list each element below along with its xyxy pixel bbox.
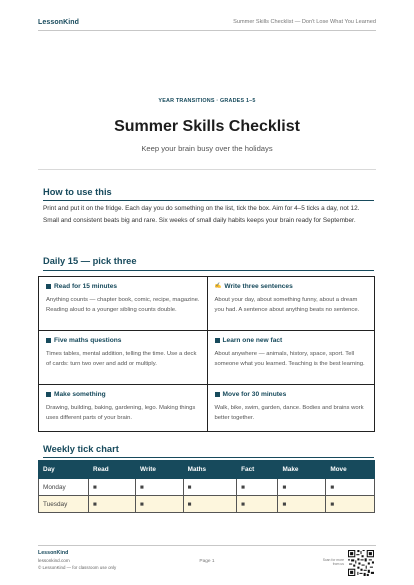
tick-box: ■: [237, 496, 278, 513]
weekly-tick-table: [38, 460, 375, 513]
day-cell: Monday: [39, 479, 89, 496]
activity-desc: Drawing, building, baking, gardening, lego. Making things uses different parts of your brain.: [46, 405, 196, 422]
activity-title: Write three sentences: [224, 282, 293, 290]
square-icon: [215, 338, 220, 343]
tick-box: ■: [183, 479, 236, 496]
tick-box: ■: [183, 496, 236, 513]
activity-fact: [207, 331, 375, 385]
square-icon: [46, 284, 51, 289]
tick-box: ■: [326, 479, 375, 496]
table-row: [39, 479, 375, 496]
tick-box: ■: [278, 496, 326, 513]
day-cell: Tuesday: [39, 496, 89, 513]
table-row: [39, 496, 375, 513]
how-to-body: Print and put it on the fridge. Each day you do something on the list, tick the box. Aim for 4–5 ticks a day, not 12. Small and consistent beats big and rare. Six weeks of small daily habits keeps your brain ready for September.: [43, 205, 360, 224]
header-divider: [38, 30, 376, 31]
tick-box: ■: [136, 496, 184, 513]
daily-heading: Daily 15 — pick three: [43, 256, 137, 266]
column-header: Read: [89, 461, 136, 479]
table-header-row: [39, 461, 375, 479]
column-header: Make: [278, 461, 326, 479]
activity-desc: Times tables, mental addition, telling the time. Use a deck of cards: turn two over and add or multiply.: [46, 351, 197, 368]
footer-divider: [38, 545, 376, 546]
activity-title: Move for 30 minutes: [222, 390, 287, 398]
column-header: Write: [136, 461, 184, 479]
footer-brand: LessonKind: [38, 550, 69, 556]
tick-box: ■: [89, 479, 136, 496]
weekly-heading: Weekly tick chart: [43, 444, 119, 454]
header-doc-title: Summer Skills Checklist — Don't Lose What You Learned: [233, 19, 376, 25]
page-header: [38, 15, 376, 29]
how-to-heading: How to use this: [43, 187, 112, 197]
tick-box: ■: [278, 479, 326, 496]
activity-desc: About anywhere — animals, history, space, sport. Tell someone what you learned. Teaching is the best learning.: [214, 351, 365, 368]
tick-box: ■: [237, 479, 278, 496]
qr-code-icon: [348, 550, 374, 576]
tick-box: ■: [326, 496, 375, 513]
tick-box: ■: [89, 496, 136, 513]
square-icon: [215, 392, 220, 397]
activity-title: Make something: [54, 390, 106, 398]
activity-make: [39, 385, 207, 431]
tick-box: ■: [136, 479, 184, 496]
activity-move: [207, 385, 375, 431]
title-divider: [38, 169, 376, 170]
activity-write: [207, 277, 375, 331]
column-header: Maths: [183, 461, 236, 479]
page-subtitle: Keep your brain busy over the holidays: [141, 144, 273, 153]
footer-scan-text: Scan for more from us: [322, 558, 344, 566]
activity-maths: [39, 331, 207, 385]
activity-read: [39, 277, 207, 331]
activity-desc: Anything counts — chapter book, comic, recipe, magazine. Reading aloud to a younger sibling counts double.: [46, 297, 200, 314]
activity-desc: About your day, about something funny, about a dream you had. A sentence about anything beats no sentence.: [214, 297, 360, 314]
footer-copyright: © LessonKind — for classroom use only: [38, 565, 117, 570]
activity-desc: Walk, bike, swim, garden, dance. Bodies and brains work better together.: [214, 405, 364, 422]
square-icon: [46, 392, 51, 397]
footer-site: lessonkind.com: [38, 558, 70, 563]
activity-title: Learn one new fact: [222, 336, 283, 344]
activity-grid: [38, 276, 375, 432]
page-title: Summer Skills Checklist: [114, 118, 300, 135]
square-icon: [46, 338, 51, 343]
daily-rule: [43, 270, 374, 271]
column-header: Day: [39, 461, 89, 479]
column-header: Fact: [237, 461, 278, 479]
eyebrow-label: YEAR TRANSITIONS · GRADES 1–5: [158, 98, 256, 104]
how-to-rule: [43, 200, 374, 201]
footer-page-number: Page 1: [199, 559, 215, 564]
header-brand: LessonKind: [38, 18, 80, 26]
activity-title: Read for 15 minutes: [54, 282, 118, 290]
weekly-rule: [43, 457, 374, 458]
activity-title: Five maths questions: [54, 336, 122, 344]
pencil-icon: ✍: [214, 283, 222, 289]
column-header: Move: [326, 461, 375, 479]
